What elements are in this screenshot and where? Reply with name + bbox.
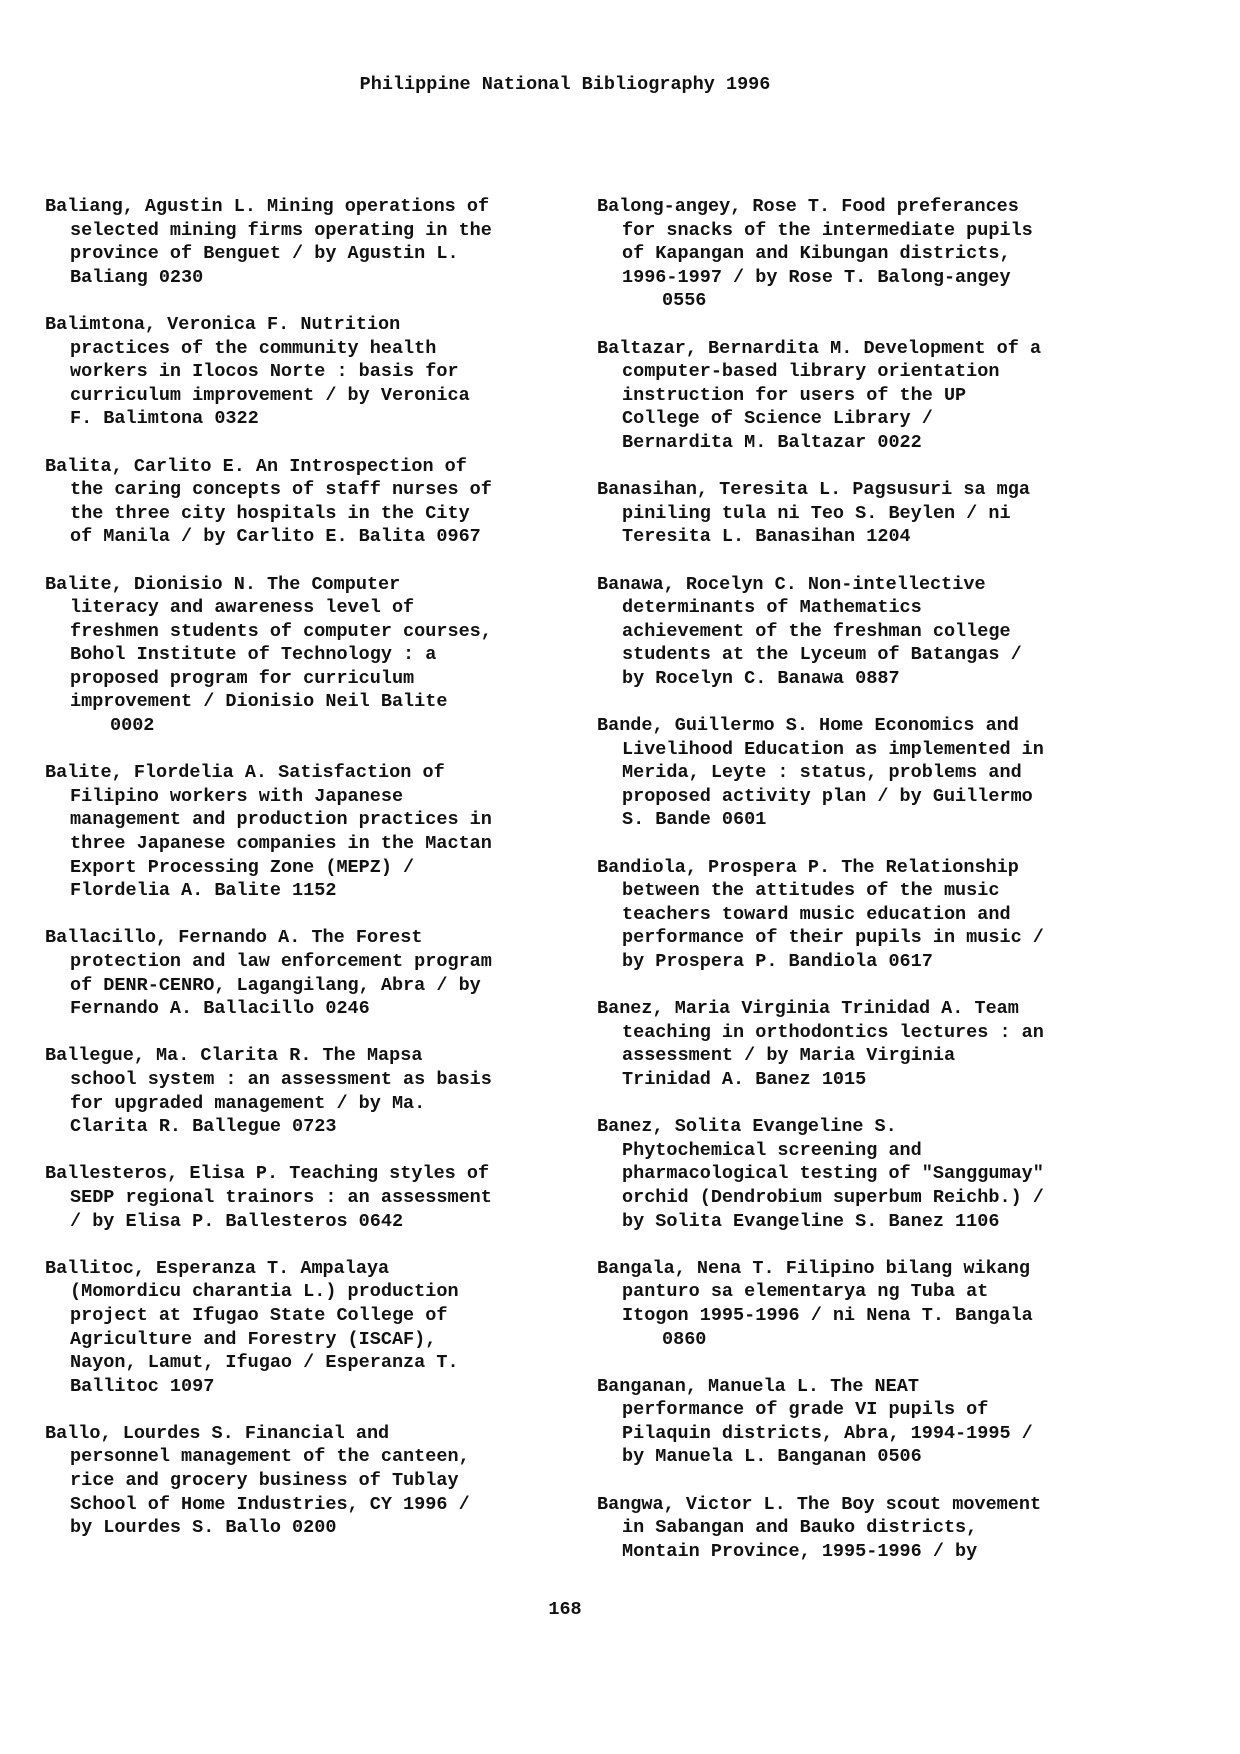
bibliography-entry: [45, 761, 565, 903]
bibliography-entry: [597, 856, 1117, 974]
entry-continuation-line: rice and grocery business of Tublay: [70, 1470, 459, 1492]
entry-continuation-line: three Japanese companies in the Mactan: [70, 833, 492, 855]
entry-continuation-line: (Momordicu charantia L.) production: [70, 1281, 459, 1303]
entry-heading-line: Banez, Maria Virginia Trinidad A. Team: [597, 998, 1019, 1020]
entry-continuation-line: by Rocelyn C. Banawa 0887: [622, 667, 900, 689]
entry-continuation-line: SEDP regional trainors : an assessment: [70, 1186, 492, 1208]
entry-heading-line: Balong-angey, Rose T. Food preferances: [597, 196, 1019, 217]
entry-heading-line: Baltazar, Bernardita M. Development of a: [597, 337, 1042, 359]
entry-continuation-line: instruction for users of the UP: [622, 384, 967, 406]
entry-continuation-line: Flordelia A. Balite 1152: [70, 880, 337, 902]
entry-heading-line: Ballitoc, Esperanza T. Ampalaya: [45, 1257, 390, 1279]
entry-continuation-line: Bohol Institute of Technology : a: [70, 644, 437, 666]
entry-continuation-line: of Kapangan and Kibungan districts,: [622, 243, 1011, 265]
entry-continuation-line: Ballitoc 1097: [70, 1375, 215, 1397]
entry-heading-line: Banganan, Manuela L. The NEAT: [597, 1375, 919, 1397]
entry-heading-line: Ballegue, Ma. Clarita R. The Mapsa: [45, 1045, 423, 1067]
entry-continuation-line: assessment / by Maria Virginia: [622, 1045, 956, 1067]
entry-heading-line: Banasihan, Teresita L. Pagsusuri sa mga: [597, 479, 1030, 501]
entry-continuation-line: in Sabangan and Bauko districts,: [622, 1517, 978, 1539]
entry-heading-line: Bangala, Nena T. Filipino bilang wikang: [597, 1257, 1030, 1279]
bibliography-entry: [45, 313, 565, 431]
bibliography-entry: [597, 1115, 1117, 1233]
entry-continuation-line: Agriculture and Forestry (ISCAF),: [70, 1328, 437, 1350]
bibliography-entry: [45, 1044, 565, 1138]
entry-continuation-line: S. Bande 0601: [622, 809, 767, 831]
entry-continuation-line: practices of the community health: [70, 337, 437, 359]
bibliography-entry: [597, 478, 1117, 549]
bibliography-entry: [45, 926, 565, 1020]
entry-continuation-line: Fernando A. Ballacillo 0246: [70, 998, 370, 1020]
entry-continuation-line: students at the Lyceum of Batangas /: [622, 644, 1022, 666]
entry-continuation-line: Filipino workers with Japanese: [70, 785, 404, 807]
page-header-title: Philippine National Bibliography 1996: [359, 74, 771, 95]
entry-heading-line: Ballo, Lourdes S. Financial and: [45, 1422, 390, 1444]
entry-continuation-line: Baliang 0230: [70, 266, 204, 288]
entry-continuation-line: for upgraded management / by Ma.: [70, 1092, 426, 1114]
entry-continuation-line: Teresita L. Banasihan 1204: [622, 526, 911, 548]
entry-continuation-line: 1996-1997 / by Rose T. Balong-angey: [622, 266, 1011, 288]
entry-continuation-line: management and production practices in: [70, 809, 492, 831]
entry-continuation-line: teachers toward music education and: [622, 903, 1011, 925]
bibliography-entry: [45, 1162, 565, 1233]
bibliography-entry: [597, 997, 1117, 1091]
entry-heading-line: Balite, Flordelia A. Satisfaction of: [45, 762, 445, 784]
entry-continuation-line: proposed program for curriculum: [70, 667, 415, 689]
entry-continuation-line: by Manuela L. Banganan 0506: [622, 1446, 922, 1468]
entry-continuation-line: province of Benguet / by Agustin L.: [70, 243, 459, 265]
bibliography-entry: [45, 455, 565, 549]
entry-continuation-line: freshmen students of computer courses,: [70, 620, 492, 642]
bibliography-entry: [45, 1422, 565, 1540]
entry-continuation-line: School of Home Industries, CY 1996 /: [70, 1493, 470, 1515]
entry-heading-line: Banez, Solita Evangeline S.: [597, 1116, 897, 1138]
entry-continuation-line: of Manila / by Carlito E. Balita 0967: [70, 526, 481, 548]
bibliography-entry: [597, 1493, 1117, 1564]
entry-continuation-line: / by Elisa P. Ballesteros 0642: [70, 1210, 404, 1232]
bibliography-entry: [597, 337, 1117, 455]
entry-continuation-line: project at Ifugao State College of: [70, 1304, 448, 1326]
entry-heading-line: Balite, Dionisio N. The Computer: [45, 573, 401, 595]
entry-accession-number: 0002: [110, 715, 155, 737]
entry-heading-line: Baliang, Agustin L. Mining operations of: [45, 196, 490, 217]
entry-continuation-line: proposed activity plan / by Guillermo: [622, 785, 1033, 807]
entry-continuation-line: the three city hospitals in the City: [70, 502, 470, 524]
entry-continuation-line: school system : an assessment as basis: [70, 1068, 492, 1090]
entry-continuation-line: Clarita R. Ballegue 0723: [70, 1116, 337, 1138]
entry-accession-number: 0556: [662, 290, 707, 312]
entry-continuation-line: the caring concepts of staff nurses of: [70, 479, 492, 501]
bibliography-entry: [597, 714, 1117, 832]
entry-continuation-line: Nayon, Lamut, Ifugao / Esperanza T.: [70, 1352, 459, 1374]
entry-continuation-line: for snacks of the intermediate pupils: [622, 219, 1033, 241]
entry-continuation-line: selected mining firms operating in the: [70, 219, 492, 241]
entry-continuation-line: Montain Province, 1995-1996 / by: [622, 1540, 978, 1562]
entry-heading-line: Bangwa, Victor L. The Boy scout movement: [597, 1493, 1042, 1515]
entry-continuation-line: orchid (Dendrobium superbum Reichb.) /: [622, 1186, 1044, 1208]
entry-continuation-line: Livelihood Education as implemented in: [622, 738, 1044, 760]
entry-continuation-line: by Lourdes S. Ballo 0200: [70, 1517, 337, 1539]
bibliography-entry: [45, 195, 565, 289]
entry-heading-line: Ballacillo, Fernando A. The Forest: [45, 927, 423, 949]
entry-continuation-line: pharmacological testing of "Sanggumay": [622, 1163, 1044, 1185]
entry-continuation-line: Merida, Leyte : status, problems and: [622, 762, 1022, 784]
entry-heading-line: Balita, Carlito E. An Introspection of: [45, 455, 467, 477]
entry-continuation-line: College of Science Library /: [622, 408, 933, 430]
bibliography-entry: [45, 1257, 565, 1399]
entry-continuation-line: achievement of the freshman college: [622, 620, 1011, 642]
entry-continuation-line: panturo sa elementarya ng Tuba at: [622, 1281, 989, 1303]
entry-heading-line: Bande, Guillermo S. Home Economics and: [597, 715, 1019, 737]
entry-continuation-line: Bernardita M. Baltazar 0022: [622, 431, 922, 453]
entry-continuation-line: piniling tula ni Teo S. Beylen / ni: [622, 502, 1011, 524]
entry-continuation-line: teaching in orthodontics lectures : an: [622, 1021, 1044, 1043]
entry-heading-line: Bandiola, Prospera P. The Relationship: [597, 856, 1019, 878]
entry-continuation-line: by Solita Evangeline S. Banez 1106: [622, 1210, 1000, 1232]
entry-continuation-line: Phytochemical screening and: [622, 1139, 922, 1161]
entry-continuation-line: computer-based library orientation: [622, 361, 1000, 383]
entry-continuation-line: performance of grade VI pupils of: [622, 1399, 989, 1421]
entry-continuation-line: Pilaquin districts, Abra, 1994-1995 /: [622, 1422, 1033, 1444]
entry-continuation-line: improvement / Dionisio Neil Balite: [70, 691, 448, 713]
left-column: [45, 195, 565, 1563]
bibliography-entry: [597, 195, 1117, 313]
entry-continuation-line: curriculum improvement / by Veronica: [70, 384, 470, 406]
entry-continuation-line: determinants of Mathematics: [622, 597, 922, 619]
entry-continuation-line: F. Balimtona 0322: [70, 408, 259, 430]
entry-heading-line: Ballesteros, Elisa P. Teaching styles of: [45, 1163, 490, 1185]
entry-continuation-line: workers in Ilocos Norte : basis for: [70, 361, 459, 383]
entry-continuation-line: personnel management of the canteen,: [70, 1446, 470, 1468]
entry-continuation-line: Trinidad A. Banez 1015: [622, 1068, 867, 1090]
entry-continuation-line: performance of their pupils in music /: [622, 927, 1044, 949]
entry-continuation-line: Export Processing Zone (MEPZ) /: [70, 856, 415, 878]
entry-heading-line: Balimtona, Veronica F. Nutrition: [45, 313, 401, 335]
entry-continuation-line: between the attitudes of the music: [622, 880, 1000, 902]
right-column: [597, 195, 1117, 1587]
entry-accession-number: 0860: [662, 1328, 707, 1350]
entry-continuation-line: literacy and awareness level of: [70, 597, 415, 619]
bibliography-entry: [597, 1375, 1117, 1469]
entry-continuation-line: of DENR-CENRO, Lagangilang, Abra / by: [70, 974, 481, 996]
entry-continuation-line: protection and law enforcement program: [70, 951, 492, 972]
entry-continuation-line: by Prospera P. Bandiola 0617: [622, 951, 933, 972]
bibliography-entry: [45, 573, 565, 738]
page-number: 168: [548, 1599, 582, 1620]
entry-continuation-line: Itogon 1995-1996 / ni Nena T. Bangala: [622, 1304, 1033, 1326]
bibliography-entry: [597, 1257, 1117, 1351]
entry-heading-line: Banawa, Rocelyn C. Non-intellective: [597, 573, 986, 595]
bibliography-entry: [597, 573, 1117, 691]
